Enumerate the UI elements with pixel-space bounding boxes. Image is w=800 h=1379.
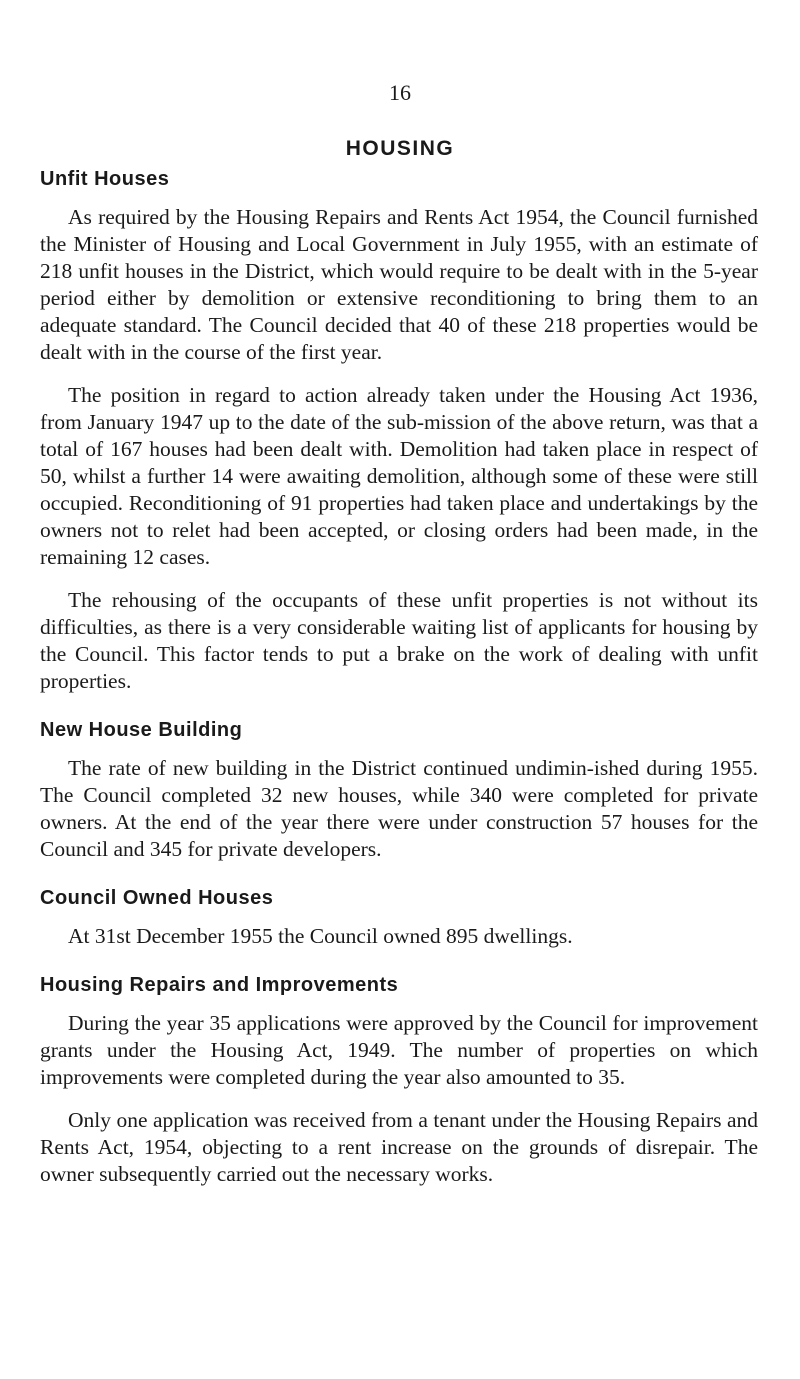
paragraph: During the year 35 applications were approved by the Council for improvement grants under the Housing Act, 1949. The number of properties on which improvements were completed during the year also amounted to 35. [40, 1011, 758, 1089]
section-council-owned-houses [40, 883, 758, 950]
section-new-house-building [40, 715, 758, 863]
paragraph: Only one application was received from a tenant under the Housing Repairs and Rents Act, 1954, objecting to a rent increase on the grounds of disrepair. The owner subsequently carried out the necessary works. [40, 1108, 758, 1186]
page-number: 16 [389, 80, 411, 105]
paragraph: As required by the Housing Repairs and Rents Act 1954, the Council furnished the Minister of Housing and Local Government in July 1955, with an estimate of 218 unfit houses in the District, which would require to be dealt with in the 5-year period either by demolition or extensive reconditioning to bring them to an adequate standard. The Council decided that 40 of these 218 properties would be dealt with in the course of the first year. [40, 205, 758, 364]
paragraph: The rehousing of the occupants of these unfit properties is not without its difficulties, as there is a very considerable waiting list of applicants for housing by the Council. This factor tends to put a brake on the work of dealing with unfit properties. [40, 588, 758, 693]
paragraph: The rate of new building in the District continued undimin-ished during 1955. The Council completed 32 new houses, while 340 were completed for private owners. At the end of the year there were under construction 57 houses for the Council and 345 for private developers. [40, 756, 758, 861]
section-housing-repairs-improvements [40, 970, 758, 1188]
section-heading: Unfit Houses [40, 168, 170, 190]
page-title: HOUSING [345, 137, 455, 160]
section-heading: Council Owned Houses [40, 887, 274, 909]
document-body [40, 164, 758, 1188]
section-heading: New House Building [40, 719, 243, 741]
section-unfit-houses [40, 164, 758, 695]
paragraph: At 31st December 1955 the Council owned 895 dwellings. [68, 924, 573, 948]
section-heading: Housing Repairs and Improvements [40, 974, 399, 996]
paragraph: The position in regard to action already taken under the Housing Act 1936, from January 1947 up to the date of the sub-mission of the above return, was that a total of 167 houses had been dealt with. Demolition had taken place in respect of 50, whilst a further 14 were awaiting demolition, although some of these were still occupied. Reconditioning of 91 properties had taken place and undertakings by the owners not to relet had been accepted, or closing orders had been made, in the remaining 12 cases. [40, 383, 758, 569]
